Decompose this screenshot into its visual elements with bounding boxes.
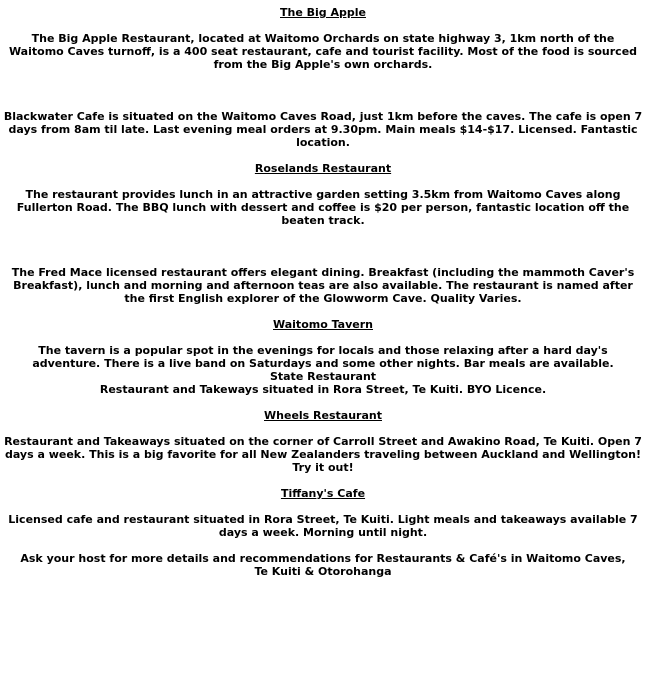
spacer — [3, 331, 643, 344]
spacer — [3, 175, 643, 188]
spacer — [3, 422, 643, 435]
spacer — [3, 71, 643, 110]
paragraph-blackwater-cafe: Blackwater Cafe is situated on the Waitomo Caves Road, just 1km before the caves. The cafe is open 7 days from 8am til late. Last evening meal orders at 9.30pm. Main meals $14-$17. Licensed. Fantastic location. — [3, 110, 643, 149]
paragraph-fred-mace: The Fred Mace licensed restaurant offers elegant dining. Breakfast (including the mammoth Caver's Breakfast), lunch and morning and afternoon teas are also available. The restaurant is named after the first English explorer of the Glowworm Cave. Quality Varies. — [11, 266, 635, 305]
spacer — [3, 396, 643, 409]
closing-line-1: Ask your host for more details and recommendations for Restaurants & Café's in Waitomo Caves, — [20, 552, 626, 565]
heading-waitomo-tavern: Waitomo Tavern — [273, 318, 373, 331]
paragraph-roselands: The restaurant provides lunch in an attractive garden setting 3.5km from Waitomo Caves along Fullerton Road. The BBQ lunch with dessert and coffee is $20 per person, fantastic location off the beaten track. — [16, 188, 630, 227]
heading-wheels: Wheels Restaurant — [264, 409, 382, 422]
spacer — [3, 149, 643, 162]
line-state-restaurant: State Restaurant — [269, 370, 377, 383]
spacer — [3, 305, 643, 318]
restaurant-listing-page — [3, 0, 643, 578]
spacer — [3, 19, 643, 32]
paragraph-waitomo-tavern: The tavern is a popular spot in the evenings for locals and those relaxing after a hard day's adventure. There is a live band on Saturdays and some other nights. Bar meals are available. — [32, 344, 614, 370]
line-state-restaurant-details: Restaurant and Takeways situated in Rora Street, Te Kuiti. BYO Licence. — [99, 383, 547, 396]
spacer — [3, 539, 643, 552]
paragraph-tiffanys: Licensed cafe and restaurant situated in Rora Street, Te Kuiti. Light meals and takeaways available 7 days a week. Morning until night. — [8, 513, 638, 539]
spacer — [3, 474, 643, 487]
paragraph-wheels: Restaurant and Takeaways situated on the corner of Carroll Street and Awakino Road, Te Kuiti. Open 7 days a week. This is a big favorite for all New Zealanders traveling between Auckland and Wellington! Try it out! — [4, 435, 642, 474]
heading-big-apple: The Big Apple — [280, 6, 366, 19]
spacer — [3, 227, 643, 266]
closing-line-2: Te Kuiti & Otorohanga — [254, 565, 392, 578]
paragraph-big-apple: The Big Apple Restaurant, located at Waitomo Orchards on state highway 3, 1km north of the Waitomo Caves turnoff, is a 400 seat restaurant, cafe and tourist facility. Most of the food is sourced from the Big Apple's own orchards. — [8, 32, 638, 71]
heading-roselands: Roselands Restaurant — [254, 162, 392, 175]
heading-tiffanys: Tiffany's Cafe — [280, 487, 366, 500]
spacer — [3, 500, 643, 513]
